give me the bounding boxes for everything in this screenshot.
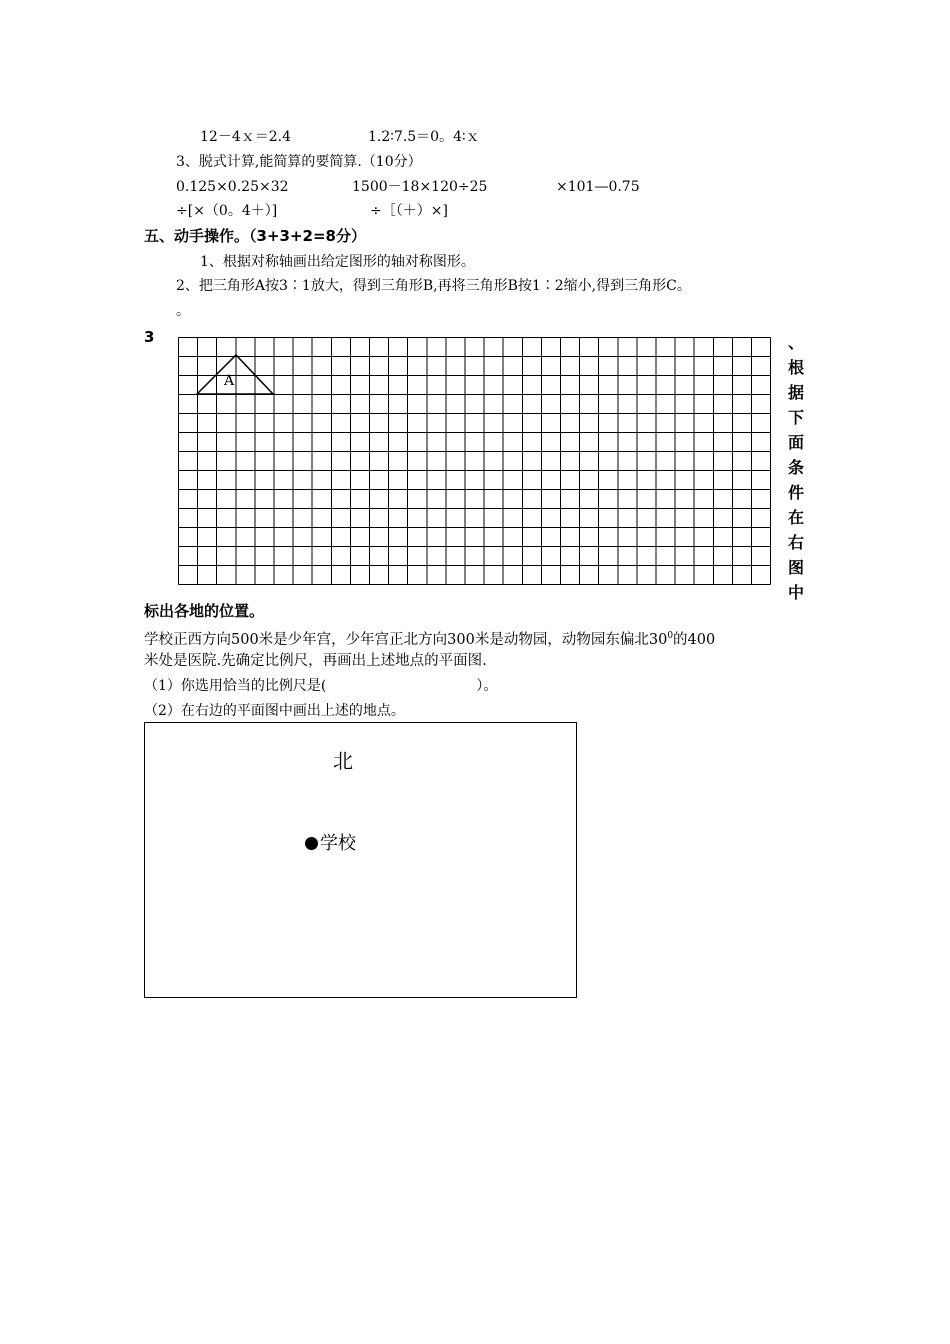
- vertical-char: 根: [787, 358, 804, 377]
- triangle-label: A: [224, 373, 235, 389]
- school-marker: [305, 829, 356, 855]
- question-3-continuation: 标出各地的位置。: [144, 602, 265, 620]
- question-3-text-line1: 学校正西方向500米是少年宫，少年宫正北方向300米是动物园，动物园东偏北$30^0$的400: [144, 631, 716, 648]
- question-2: 2、把三角形A按3∶1放大，得到三角形B,再将三角形B按1∶2缩小,得到三角形C。: [176, 278, 691, 294]
- vertical-char: 面: [787, 433, 804, 452]
- north-label: 北: [333, 749, 353, 773]
- calc-heading: 3、脱式计算,能简算的要简算.（10分）: [176, 154, 422, 170]
- drawing-grid: [178, 337, 772, 586]
- vertical-char: 下: [787, 408, 804, 427]
- school-dot-icon: [305, 837, 318, 850]
- sub-question-2: （2）在右边的平面图中画出上述的地点。: [144, 703, 405, 719]
- equation-2: 1.2∶7.5＝0。4∶ｘ: [368, 129, 480, 145]
- question-3-number: 3: [144, 328, 155, 346]
- question-1: 1、根据对称轴画出给定图形的轴对称图形。: [200, 254, 475, 270]
- section-title: 五、动手操作。（3+3+2=8分）: [144, 227, 366, 245]
- calc-item-5: ÷［（＋）×]: [370, 203, 448, 219]
- calc-item-1: 0.125×0.25×32: [176, 179, 289, 195]
- triangle-a: [197, 355, 273, 394]
- vertical-char: 条: [787, 458, 804, 477]
- vertical-char: 右: [787, 533, 804, 552]
- question-3-text-line2: 米处是医院.先确定比例尺，再画出上述地点的平面图.: [144, 653, 487, 669]
- vertical-char: 件: [787, 483, 804, 502]
- question-2-tail: 。: [176, 303, 190, 319]
- calc-item-4: ÷[×（0。4＋）]: [176, 203, 278, 219]
- vertical-char: 、: [787, 333, 804, 352]
- vertical-char: 图: [787, 558, 804, 577]
- vertical-char: 在: [787, 508, 804, 527]
- vertical-char: 据: [787, 383, 804, 402]
- calc-item-3: ×101—0.75: [556, 179, 640, 195]
- calc-item-2: 1500－18×120÷25: [352, 179, 488, 195]
- equation-1: 12－4ｘ＝2.4: [200, 129, 291, 145]
- vertical-char: 中: [787, 583, 804, 602]
- question-3-vertical-text: [786, 330, 806, 605]
- school-label: 学校: [320, 833, 356, 854]
- sub-question-1: （1）你选用恰当的比例尺是( ）。: [144, 678, 498, 694]
- map-area[interactable]: [144, 722, 577, 998]
